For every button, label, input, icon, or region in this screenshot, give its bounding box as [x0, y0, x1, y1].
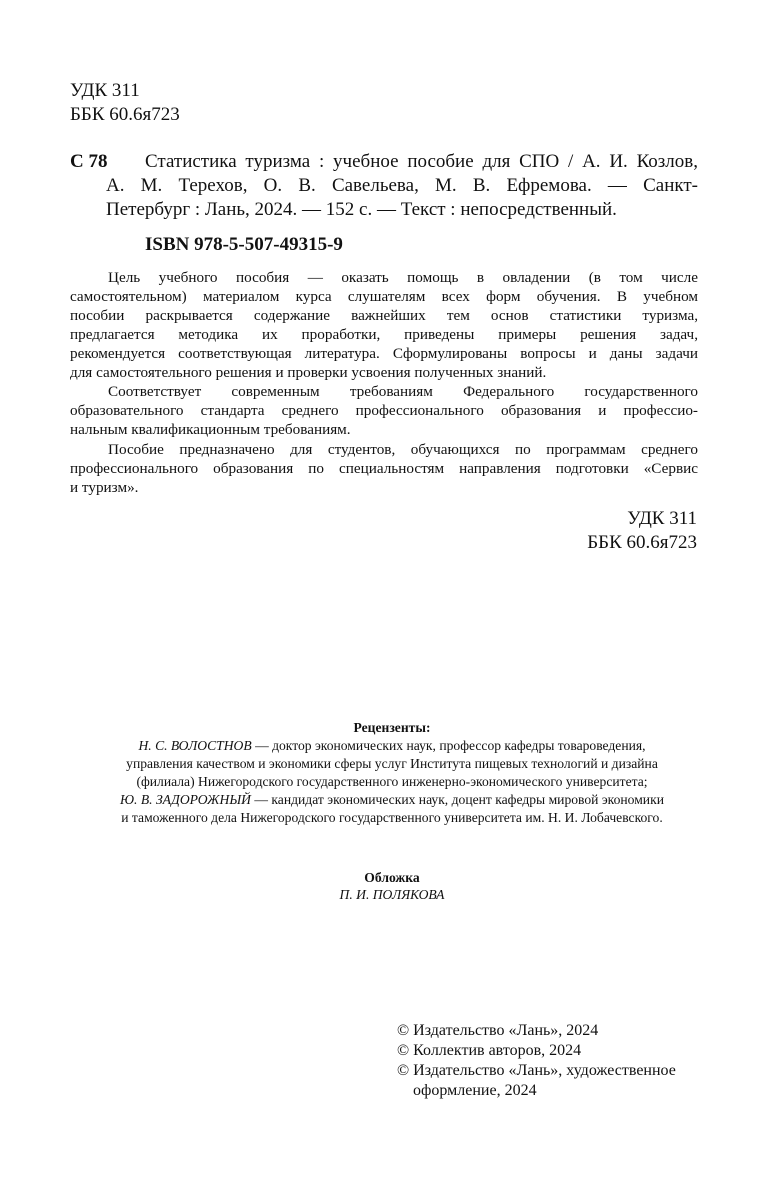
reviewer-1: [0, 737, 769, 755]
annotation-line: образовательного стандарта среднего профессионального образования и профессио-: [70, 402, 698, 419]
annotation-line: нальным квалификационным требованиям.: [70, 421, 351, 438]
annotation-line: для самостоятельного решения и проверки усвоения полученных знаний.: [70, 364, 547, 381]
isbn: ISBN 978-5-507-49315-9: [145, 234, 343, 255]
reviewers-title: Рецензенты:: [353, 720, 431, 735]
reviewer-description: — кандидат экономических наук, доцент кафедры мировой экономики: [251, 792, 664, 807]
reviewer-2: [0, 791, 769, 809]
annotation-line: Соответствует современным требованиям Федерального государственного: [108, 383, 698, 400]
copyright-line: © Коллектив авторов, 2024: [397, 1042, 582, 1059]
cover-title: Обложка: [364, 870, 420, 885]
annotation-line: профессионального образования по специальностям направления подготовки «Сервис: [70, 460, 698, 477]
author-mark: С 78: [70, 151, 108, 172]
bibliographic-line: А. М. Терехов, О. В. Савельева, М. В. Ефремова. — Санкт-: [106, 175, 698, 196]
copyright-line: оформление, 2024: [413, 1082, 537, 1099]
reviewer-name: Н. С. ВОЛОСТНОВ: [138, 738, 252, 753]
udk-code: УДК 311: [70, 80, 140, 101]
reviewer-description: управления качеством и экономики сферы услуг Института пищевых технологий и дизайна: [126, 756, 658, 771]
bibliographic-line: Петербург : Лань, 2024. — 152 с. — Текст : непосредственный.: [106, 199, 617, 220]
bibliographic-line: Статистика туризма : учебное пособие для СПО / А. И. Козлов,: [145, 151, 698, 172]
reviewer-description: (филиала) Нижегородского государственного инженерно-экономического университета;: [136, 774, 648, 789]
copyright-line: © Издательство «Лань», художественное: [397, 1062, 676, 1079]
annotation-line: Пособие предназначено для студентов, обучающихся по программам среднего: [108, 441, 698, 458]
annotation-line: пособии раскрывается содержание важнейших тем основ статистики туризма,: [70, 307, 698, 324]
cover-designer: П. И. ПОЛЯКОВА: [339, 887, 445, 902]
footer-udk-code: УДК 311: [627, 508, 697, 529]
annotation-line: рекомендуется соответствующая литература. Сформулированы вопросы и даны задачи: [70, 345, 698, 362]
annotation-line: Цель учебного пособия — оказать помощь в овладении (в том числе: [108, 269, 698, 286]
annotation-line: самостоятельном) материалом курса слушателям всех форм обучения. В учебном: [70, 288, 698, 305]
bbk-code: ББК 60.6я723: [70, 104, 180, 125]
copyright-line: © Издательство «Лань», 2024: [397, 1022, 599, 1039]
annotation-line: и туризм».: [70, 479, 139, 496]
reviewer-description: и таможенного дела Нижегородского государственного университета им. Н. И. Лобачевского.: [121, 810, 663, 825]
reviewer-name: Ю. В. ЗАДОРОЖНЫЙ: [120, 792, 252, 807]
reviewer-description: — доктор экономических наук, профессор кафедры товароведения,: [251, 738, 646, 753]
footer-bbk-code: ББК 60.6я723: [587, 532, 697, 553]
annotation-line: предлагается методика их проработки, приведены примеры решения задач,: [70, 326, 698, 343]
